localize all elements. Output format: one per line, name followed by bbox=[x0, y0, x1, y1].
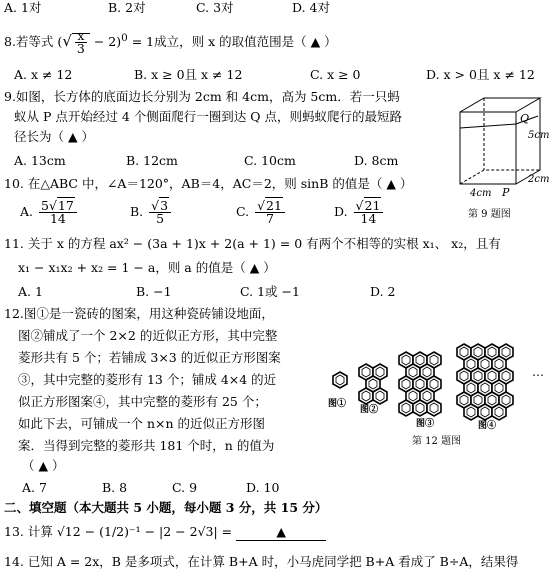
q7-option-a: A. 1对 bbox=[4, 0, 42, 15]
tile-pattern-4 bbox=[457, 344, 513, 420]
q12-line-5: 似正方形图案④，其中完整的菱形有 25 个； bbox=[18, 394, 267, 409]
q12-label-2: 图② bbox=[360, 405, 379, 415]
q10-option-a: A. $\frac{5√17}{14}$ bbox=[20, 200, 79, 225]
q12-line-2: 图②铺成了一个 2×2 的近似正方形，其中完整 bbox=[18, 328, 278, 343]
q10-option-d: D. $\frac{√21}{14}$ bbox=[334, 200, 385, 225]
q9-line-1: 9.如图，长方体的底面边长分别为 2cm 和 4cm，高为 5cm．若一只蚂 bbox=[4, 89, 400, 104]
q12-label-1: 图① bbox=[328, 399, 347, 409]
q12-line-6: 如此下去，可铺成一个 n×n 的近似正方形图 bbox=[18, 416, 266, 431]
q14-question: 14. 已知 A = 2x，B 是多项式，在计算 B+A 时，小马虎同学把 B+A 看成了 B÷A，结果得 bbox=[4, 554, 519, 569]
q12-tile-figure bbox=[326, 342, 556, 450]
q9-figure-caption: 第 9 题图 bbox=[468, 209, 511, 220]
tile-pattern-3 bbox=[399, 352, 441, 416]
q12-line-4: ③，其中完整的菱形有 13 个；铺成 4×4 的近 bbox=[18, 372, 277, 387]
q9-label-width2: 2cm bbox=[528, 174, 550, 185]
q12-line-7: 案．当得到完整的菱形共 181 个时，n 的值为 bbox=[18, 438, 275, 453]
q12-label-3: 图③ bbox=[416, 419, 435, 429]
q9-label-height: 5cm bbox=[528, 130, 550, 141]
q12-ellipsis: … bbox=[532, 365, 544, 379]
cuboid-right-edges bbox=[516, 98, 540, 184]
q7-option-c: C. 3对 bbox=[196, 0, 234, 15]
q13-question: 13. 计算 √12 − (1/2)⁻¹ − |2 − 2√3| = ▲ bbox=[4, 524, 326, 541]
tile-pattern-2 bbox=[359, 364, 387, 404]
q12-line-1: 12.图①是一瓷砖的图案，用这种瓷砖铺设地面， bbox=[4, 306, 274, 321]
q9-label-width1: 4cm bbox=[470, 188, 492, 199]
q8-question: 8.若等式 (√ $\frac{x}{3}$ − 2)$^0$ = 1成立，则 x 的取值范围是（ ▲ ） bbox=[4, 28, 337, 57]
q10-question: 10. 在△ABC 中，∠A＝120°，AB＝4，AC＝2，则 sinB 的值是（ ▲ ） bbox=[4, 176, 413, 191]
q7-option-d: D. 4对 bbox=[292, 0, 330, 15]
q12-line-8: （ ▲ ） bbox=[22, 458, 65, 473]
q10-options bbox=[20, 194, 440, 232]
cuboid-top-face bbox=[460, 98, 540, 112]
q13-answer-blank[interactable]: ▲ bbox=[236, 524, 326, 541]
q9-cuboid-figure bbox=[452, 94, 556, 224]
q12-line-3: 菱形共有 5 个；若铺成 3×3 的近似正方形图案 bbox=[18, 350, 281, 365]
q9-label-p: P bbox=[502, 186, 510, 199]
section-2-header: 二、填空题（本大题共 5 小题，每小题 3 分，共 15 分） bbox=[4, 500, 328, 515]
q9-line-2: 蚁从 P 点开始经过 4 个侧面爬行一圈到达 Q 点，则蚂蚁爬行的最短路 bbox=[14, 109, 402, 124]
tile-pattern-1 bbox=[333, 372, 347, 388]
q12-label-4: 图④ bbox=[478, 421, 497, 431]
cuboid-front-face bbox=[460, 112, 516, 184]
q10-option-c: C. $\frac{√21}{7}$ bbox=[236, 200, 287, 225]
q9-line-3: 径长为（ ▲ ） bbox=[14, 129, 95, 144]
q12-figure-caption: 第 12 题图 bbox=[412, 436, 462, 447]
q7-option-b: B. 2对 bbox=[108, 0, 146, 15]
q9-label-q: Q bbox=[520, 112, 530, 125]
q11-line-1: 11. 关于 x 的方程 ax² − (3a + 1)x + 2(a + 1) = 0 有两个不相等的实根 x₁、 x₂，且有 bbox=[4, 236, 501, 251]
cuboid-ant-path-1 bbox=[460, 124, 516, 128]
q11-line-2: x₁ − x₁x₂ + x₂ = 1 − a，则 a 的值是（ ▲ ） bbox=[18, 260, 276, 275]
q10-option-b: B. $\frac{√3}{5}$ bbox=[130, 200, 173, 225]
